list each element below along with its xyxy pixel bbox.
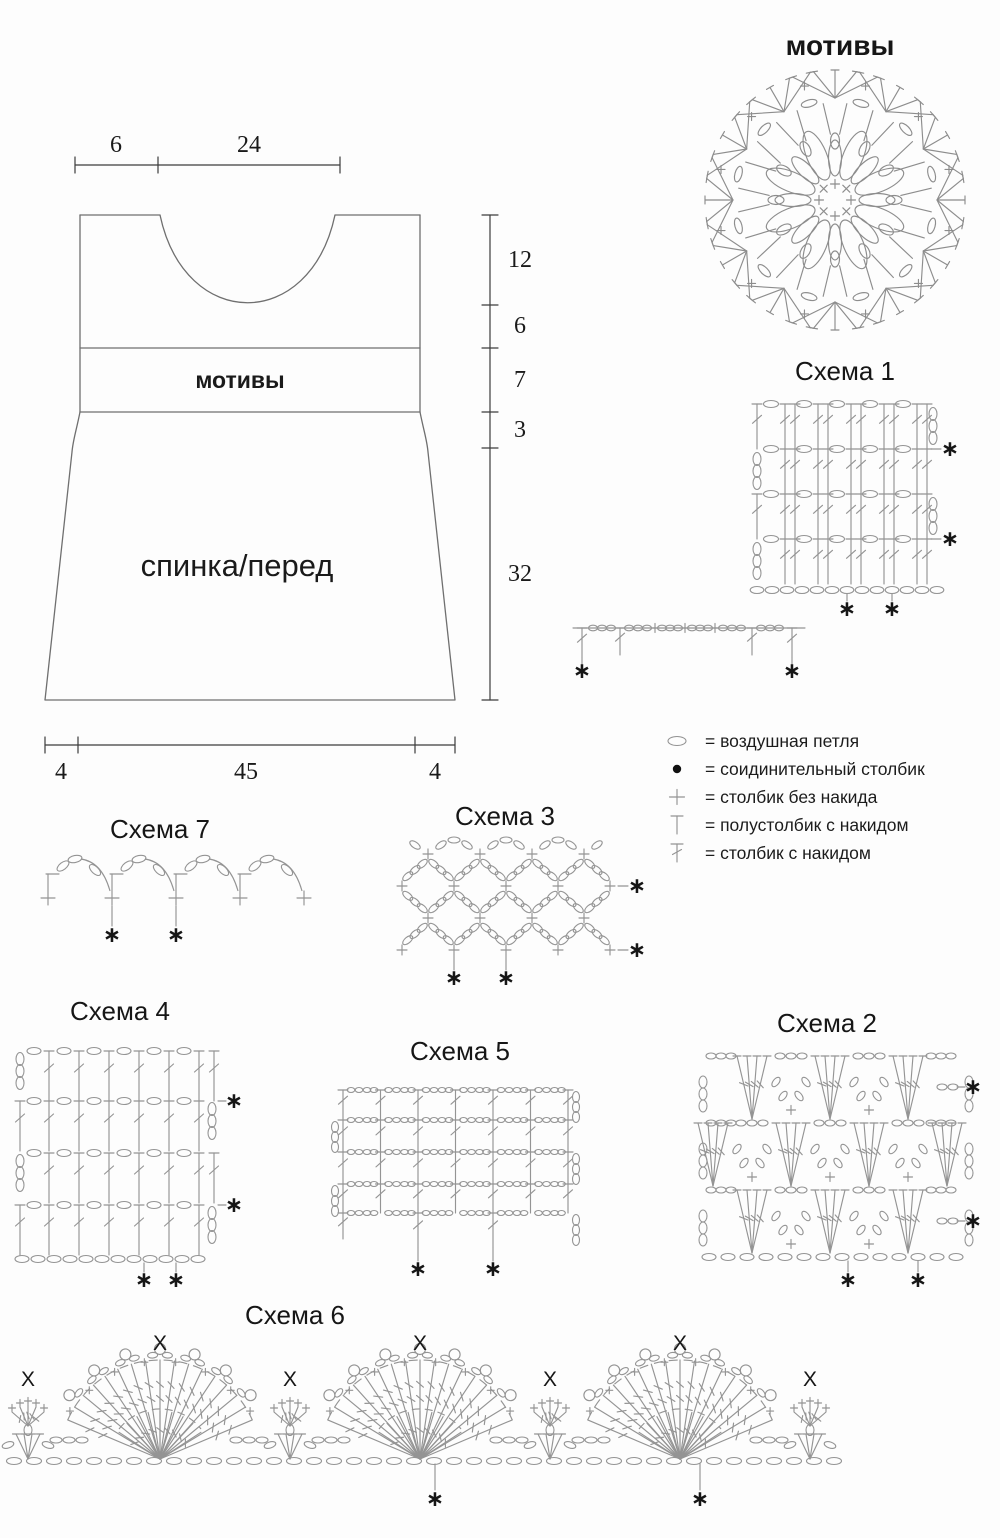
foundation-row-diagram xyxy=(565,618,815,696)
svg-text:3: 3 xyxy=(514,417,526,443)
svg-text:∗: ∗ xyxy=(224,1089,244,1114)
chart7-title: Схема 7 xyxy=(110,814,210,844)
svg-text:∗: ∗ xyxy=(882,597,902,622)
svg-text:∗: ∗ xyxy=(838,1268,858,1293)
legend-label: = столбик без накида xyxy=(705,786,878,807)
legend-item xyxy=(663,758,925,780)
legend-label: = полустолбик с накидом xyxy=(705,814,909,835)
svg-text:∗: ∗ xyxy=(425,1487,445,1512)
svg-text:6: 6 xyxy=(514,313,526,339)
chart3-diagram xyxy=(385,836,655,996)
chart2-diagram xyxy=(695,1044,983,1293)
slip-stitch-icon xyxy=(663,757,695,781)
chart2-title: Схема 2 xyxy=(777,1008,877,1038)
svg-text:∗: ∗ xyxy=(102,923,122,948)
legend-item xyxy=(663,786,925,808)
svg-text:32: 32 xyxy=(508,561,532,587)
garment-schematic xyxy=(30,120,550,810)
double-crochet-icon xyxy=(663,841,695,865)
svg-text:∗: ∗ xyxy=(408,1257,428,1282)
svg-text:∗: ∗ xyxy=(908,1268,928,1293)
svg-text:∗: ∗ xyxy=(483,1257,503,1282)
svg-text:∗: ∗ xyxy=(166,923,186,948)
svg-text:12: 12 xyxy=(508,247,532,273)
chart4-title: Схема 4 xyxy=(70,996,170,1026)
svg-text:∗: ∗ xyxy=(572,659,592,684)
svg-text:24: 24 xyxy=(237,132,261,158)
chain-icon xyxy=(663,729,695,753)
single-crochet-icon xyxy=(663,785,695,809)
chart6-diagram xyxy=(0,1328,1000,1536)
svg-text:X: X xyxy=(282,1368,298,1391)
legend-label: = воздушная петля xyxy=(705,730,860,751)
svg-text:X: X xyxy=(412,1332,428,1355)
svg-text:4: 4 xyxy=(55,759,67,785)
svg-text:∗: ∗ xyxy=(166,1268,186,1293)
svg-text:X: X xyxy=(802,1368,818,1391)
svg-text:X: X xyxy=(152,1332,168,1355)
legend-label: = столбик с накидом xyxy=(705,842,871,863)
half-double-crochet-icon xyxy=(663,813,695,837)
svg-text:∗: ∗ xyxy=(940,527,960,552)
svg-text:∗: ∗ xyxy=(963,1075,983,1100)
legend-item xyxy=(663,814,925,836)
svg-text:4: 4 xyxy=(429,759,441,785)
svg-text:X: X xyxy=(20,1368,36,1391)
svg-text:∗: ∗ xyxy=(224,1193,244,1218)
svg-text:∗: ∗ xyxy=(837,597,857,622)
motif-diagram xyxy=(700,68,970,333)
legend-item xyxy=(663,730,925,752)
svg-text:∗: ∗ xyxy=(782,659,802,684)
garment-body-label: спинка/перед xyxy=(140,548,334,583)
svg-text:∗: ∗ xyxy=(940,437,960,462)
svg-text:∗: ∗ xyxy=(627,938,647,963)
chart4-diagram xyxy=(10,1034,255,1292)
svg-text:∗: ∗ xyxy=(963,1209,983,1234)
motif-title: мотивы xyxy=(785,30,895,61)
svg-text:45: 45 xyxy=(234,759,258,785)
chart5-title: Схема 5 xyxy=(410,1036,510,1066)
svg-text:∗: ∗ xyxy=(444,966,464,991)
chart3-title: Схема 3 xyxy=(455,801,555,831)
svg-text:∗: ∗ xyxy=(690,1487,710,1512)
chart1-diagram xyxy=(745,392,965,620)
chart1-title: Схема 1 xyxy=(795,356,895,386)
garment-yoke-label: мотивы xyxy=(195,367,285,393)
svg-text:X: X xyxy=(672,1332,688,1355)
chart5-diagram xyxy=(330,1074,590,1282)
chart7-diagram xyxy=(30,846,315,954)
svg-text:∗: ∗ xyxy=(627,874,647,899)
svg-text:X: X xyxy=(542,1368,558,1391)
svg-text:∗: ∗ xyxy=(134,1268,154,1293)
chart6-title: Схема 6 xyxy=(245,1300,345,1330)
svg-text:∗: ∗ xyxy=(496,966,516,991)
svg-text:7: 7 xyxy=(514,367,526,393)
legend-item xyxy=(663,842,925,864)
symbol-legend xyxy=(663,730,925,864)
svg-text:6: 6 xyxy=(110,132,122,158)
legend-label: = соидинительный столбик xyxy=(705,758,925,779)
